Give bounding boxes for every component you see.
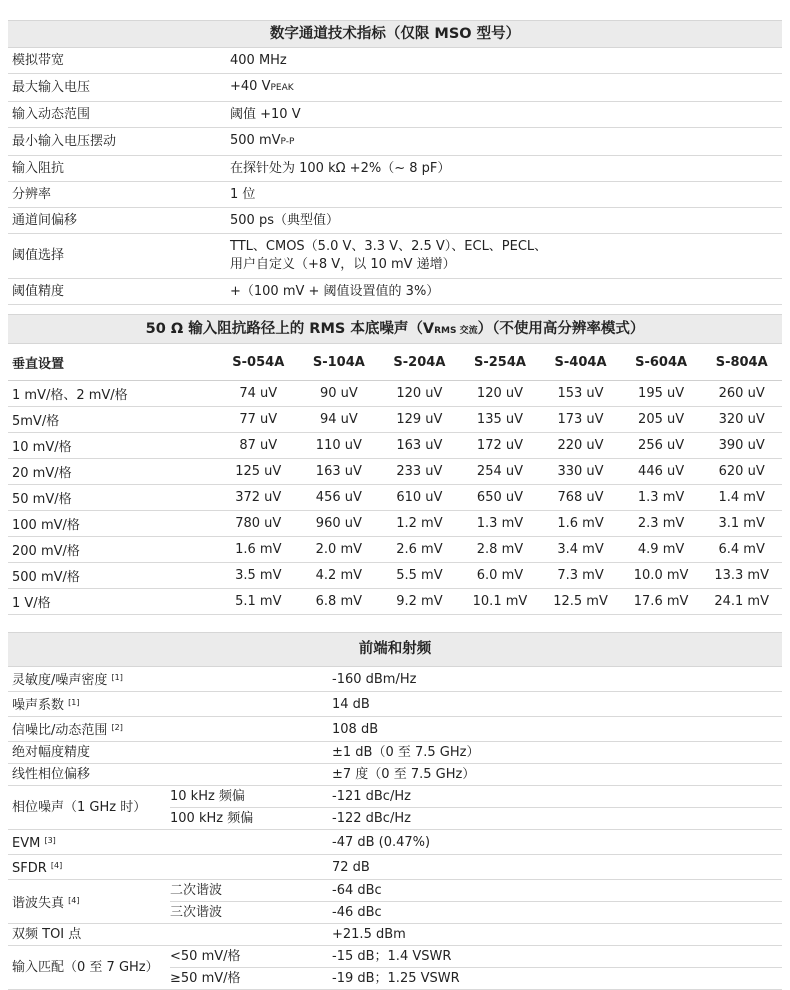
cell-value: 1.6 mV (540, 511, 621, 537)
row-value: 500 ps（典型值） (230, 208, 782, 234)
digital-spec-section (8, 20, 782, 305)
row-label: 线性相位偏移 (8, 764, 332, 786)
label-text: 信噪比/动态范围 (12, 723, 108, 738)
label-text: 谐波失真 (12, 895, 65, 911)
cell-value: 3.4 mV (540, 537, 621, 563)
row-label: 最大输入电压 (8, 74, 230, 102)
cell-value: 12.5 mV (540, 589, 621, 615)
cell-value: 260 uV (701, 381, 782, 407)
column-header: S-404A (540, 344, 621, 381)
row-label: 分辨率 (8, 182, 230, 208)
cell-value: 768 uV (540, 485, 621, 511)
digital-spec-table (8, 48, 782, 305)
cell-value: 1.3 mV (621, 485, 702, 511)
row-value: 1 位 (230, 182, 782, 208)
table-row (8, 102, 782, 128)
table-row (8, 128, 782, 156)
row-value: ±1 dB（0 至 7.5 GHz） (332, 742, 782, 764)
row-label: 相位噪声（1 GHz 时） (8, 786, 170, 830)
cell-value: 2.8 mV (460, 537, 541, 563)
table-row (8, 485, 782, 511)
row-value: 14 dB (332, 692, 782, 717)
noise-table (8, 344, 782, 615)
cell-value: 125 uV (218, 459, 299, 485)
row-label: 输入动态范围 (8, 102, 230, 128)
cell-value: 94 uV (299, 407, 380, 433)
sub-label: <50 mV/格 (170, 946, 332, 968)
row-value (230, 74, 782, 102)
cell-value: 10.0 mV (621, 563, 702, 589)
cell-value: 17.6 mV (621, 589, 702, 615)
cell-value: 2.6 mV (379, 537, 460, 563)
row-label: 10 mV/格 (8, 433, 218, 459)
footnote-ref: [3] (44, 836, 56, 845)
cell-value: 4.9 mV (621, 537, 702, 563)
header-row (8, 344, 782, 381)
table-row (8, 742, 782, 764)
column-header: S-054A (218, 344, 299, 381)
row-value: -64 dBc (332, 880, 782, 902)
table-row (8, 717, 782, 742)
row-value: -122 dBc/Hz (332, 808, 782, 830)
row-value (230, 234, 782, 279)
row-label (8, 717, 332, 742)
table-row (8, 692, 782, 717)
value-line: 用户自定义（+8 V，以 10 mV 递增） (230, 257, 456, 272)
table-row (8, 537, 782, 563)
sub-label: ≥50 mV/格 (170, 968, 332, 990)
title-subscript: RMS 交流 (434, 326, 478, 336)
row-value: 400 MHz (230, 48, 782, 74)
row-label: 输入阻抗 (8, 156, 230, 182)
table-row (8, 880, 782, 902)
table-row (8, 234, 782, 279)
noise-title (8, 314, 782, 344)
row-value: +21.5 dBm (332, 924, 782, 946)
value-text: 500 mV (230, 133, 281, 148)
column-header: S-254A (460, 344, 541, 381)
row-label: 5mV/格 (8, 407, 218, 433)
cell-value: 74 uV (218, 381, 299, 407)
cell-value: 13.3 mV (701, 563, 782, 589)
cell-value: 330 uV (540, 459, 621, 485)
row-label (8, 692, 332, 717)
label-text: SFDR (12, 861, 47, 876)
row-value: 在探针处为 100 kΩ +2%（~ 8 pF） (230, 156, 782, 182)
table-row (8, 156, 782, 182)
footnote-ref: [1] (68, 698, 80, 707)
row-label (8, 667, 332, 692)
row-value: 阈值 +10 V (230, 102, 782, 128)
cell-value: 163 uV (299, 459, 380, 485)
title-part: ）（不使用高分辨率模式） (477, 321, 645, 337)
cell-value: 163 uV (379, 433, 460, 459)
digital-spec-title: 数字通道技术指标（仅限 MSO 型号） (8, 20, 782, 48)
cell-value: 6.4 mV (701, 537, 782, 563)
cell-value: 120 uV (379, 381, 460, 407)
cell-value: 3.1 mV (701, 511, 782, 537)
rf-section (8, 632, 782, 990)
table-row (8, 407, 782, 433)
cell-value: 173 uV (540, 407, 621, 433)
cell-value: 153 uV (540, 381, 621, 407)
label-text: EVM (12, 836, 41, 851)
cell-value: 195 uV (621, 381, 702, 407)
cell-value: 3.5 mV (218, 563, 299, 589)
cell-value: 129 uV (379, 407, 460, 433)
table-row (8, 589, 782, 615)
row-label: 双频 TOI 点 (8, 924, 332, 946)
row-label (8, 830, 332, 855)
cell-value: 90 uV (299, 381, 380, 407)
cell-value: 1.3 mV (460, 511, 541, 537)
table-row (8, 48, 782, 74)
rf-title: 前端和射频 (8, 632, 782, 667)
table-row (8, 459, 782, 485)
sub-label: 100 kHz 频偏 (170, 808, 332, 830)
cell-value: 446 uV (621, 459, 702, 485)
cell-value: 7.3 mV (540, 563, 621, 589)
cell-value: 110 uV (299, 433, 380, 459)
table-row (8, 830, 782, 855)
row-label: 阈值精度 (8, 279, 230, 305)
cell-value: 610 uV (379, 485, 460, 511)
cell-value: 960 uV (299, 511, 380, 537)
table-row (8, 74, 782, 102)
cell-value: 24.1 mV (701, 589, 782, 615)
table-row (8, 946, 782, 968)
sub-label: 10 kHz 频偏 (170, 786, 332, 808)
cell-value: 6.8 mV (299, 589, 380, 615)
row-value: ±7 度（0 至 7.5 GHz） (332, 764, 782, 786)
table-row (8, 182, 782, 208)
row-label: 500 mV/格 (8, 563, 218, 589)
cell-value: 390 uV (701, 433, 782, 459)
cell-value: 650 uV (460, 485, 541, 511)
table-row (8, 764, 782, 786)
row-value (230, 128, 782, 156)
cell-value: 135 uV (460, 407, 541, 433)
row-label: 最小输入电压摆动 (8, 128, 230, 156)
cell-value: 6.0 mV (460, 563, 541, 589)
row-label: 输入匹配（0 至 7 GHz） (8, 946, 170, 990)
rf-table (8, 667, 782, 990)
row-label: 100 mV/格 (8, 511, 218, 537)
cell-value: 256 uV (621, 433, 702, 459)
cell-value: 205 uV (621, 407, 702, 433)
row-label: 200 mV/格 (8, 537, 218, 563)
noise-section (8, 314, 782, 615)
row-value: -121 dBc/Hz (332, 786, 782, 808)
table-row (8, 208, 782, 234)
noise-table-body (8, 381, 782, 615)
cell-value: 2.3 mV (621, 511, 702, 537)
cell-value: 9.2 mV (379, 589, 460, 615)
cell-value: 456 uV (299, 485, 380, 511)
row-label (8, 855, 332, 880)
cell-value: 87 uV (218, 433, 299, 459)
row-label: 模拟带宽 (8, 48, 230, 74)
value-text: +40 V (230, 79, 271, 94)
table-row (8, 563, 782, 589)
value-subscript: PEAK (270, 83, 294, 93)
row-value: 72 dB (332, 855, 782, 880)
table-row (8, 924, 782, 946)
row-label: 1 V/格 (8, 589, 218, 615)
footnote-ref: [1] (111, 673, 123, 682)
row-value: -160 dBm/Hz (332, 667, 782, 692)
label-text: 灵敏度/噪声密度 (12, 673, 108, 688)
value-subscript: P-P (280, 137, 295, 147)
column-header: S-204A (379, 344, 460, 381)
value-line: TTL、CMOS（5.0 V、3.3 V、2.5 V）、ECL、PECL、 (230, 239, 548, 254)
cell-value: 10.1 mV (460, 589, 541, 615)
cell-value: 320 uV (701, 407, 782, 433)
column-header: S-804A (701, 344, 782, 381)
cell-value: 620 uV (701, 459, 782, 485)
cell-value: 172 uV (460, 433, 541, 459)
footnote-ref: [2] (111, 723, 123, 732)
table-row (8, 786, 782, 808)
footnote-ref: [4] (68, 895, 80, 905)
row-label: 1 mV/格、2 mV/格 (8, 381, 218, 407)
cell-value: 120 uV (460, 381, 541, 407)
row-value: -46 dBc (332, 902, 782, 924)
table-row (8, 667, 782, 692)
row-value: 108 dB (332, 717, 782, 742)
cell-value: 254 uV (460, 459, 541, 485)
row-value: +（100 mV + 阈值设置值的 3%） (230, 279, 782, 305)
table-row (8, 381, 782, 407)
row-value: -15 dB；1.4 VSWR (332, 946, 782, 968)
cell-value: 5.5 mV (379, 563, 460, 589)
cell-value: 1.6 mV (218, 537, 299, 563)
table-row (8, 511, 782, 537)
table-row (8, 279, 782, 305)
cell-value: 2.0 mV (299, 537, 380, 563)
row-value: -47 dB (0.47%) (332, 830, 782, 855)
row-value: -19 dB；1.25 VSWR (332, 968, 782, 990)
cell-value: 4.2 mV (299, 563, 380, 589)
table-row (8, 855, 782, 880)
label-text: 噪声系数 (12, 698, 65, 713)
footnote-ref: [4] (50, 861, 63, 870)
row-label: 绝对幅度精度 (8, 742, 332, 764)
cell-value: 220 uV (540, 433, 621, 459)
cell-value: 780 uV (218, 511, 299, 537)
column-header: S-104A (299, 344, 380, 381)
sub-label: 三次谐波 (170, 902, 332, 924)
table-row (8, 433, 782, 459)
cell-value: 1.2 mV (379, 511, 460, 537)
cell-value: 77 uV (218, 407, 299, 433)
column-header: S-604A (621, 344, 702, 381)
row-label: 50 mV/格 (8, 485, 218, 511)
cell-value: 5.1 mV (218, 589, 299, 615)
row-label: 20 mV/格 (8, 459, 218, 485)
title-part: 50 Ω 输入阻抗路径上的 RMS 本底噪声（V (145, 321, 435, 337)
sub-label: 二次谐波 (170, 880, 332, 902)
row-label: 阈值选择 (8, 234, 230, 279)
cell-value: 233 uV (379, 459, 460, 485)
cell-value: 1.4 mV (701, 485, 782, 511)
column-header: 垂直设置 (8, 344, 218, 381)
cell-value: 372 uV (218, 485, 299, 511)
row-label (8, 880, 170, 924)
row-label: 通道间偏移 (8, 208, 230, 234)
